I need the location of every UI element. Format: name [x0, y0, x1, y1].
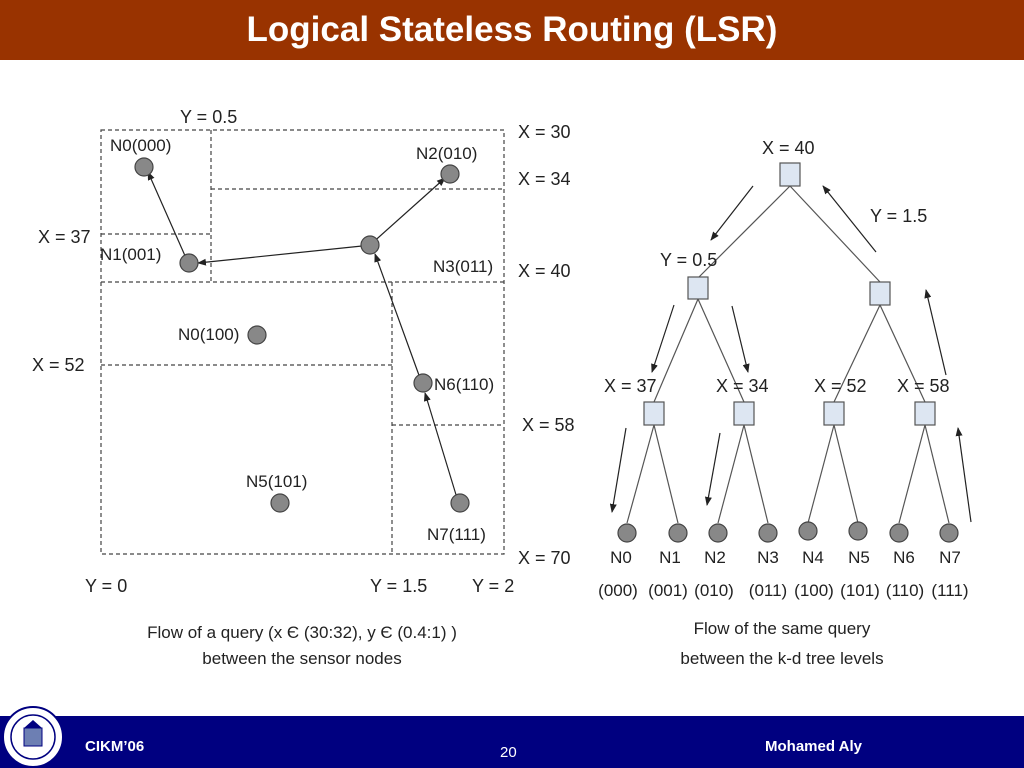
- label-y2: Y = 2: [472, 576, 515, 596]
- tree-l3-label-1: X = 37: [604, 376, 657, 396]
- leaf-name-7: N7: [939, 548, 961, 567]
- leaf-code-6: (110): [885, 581, 925, 600]
- arrow-n6-n3: [375, 254, 420, 378]
- leaf-name-5: N5: [848, 548, 870, 567]
- leaf-code-4: (100): [794, 581, 834, 600]
- label-x37: X = 37: [38, 227, 91, 247]
- leaf-code-7: (111): [931, 581, 969, 600]
- node-n6: [414, 374, 432, 392]
- left-caption-line2: between the sensor nodes: [202, 649, 402, 668]
- tree-l3-label-2: X = 34: [716, 376, 769, 396]
- label-n3: N3(011): [433, 257, 494, 276]
- leaf-code-2: (010): [694, 581, 734, 600]
- leaf-name-0: N0: [610, 548, 632, 567]
- tree-l3-label-4: X = 58: [897, 376, 950, 396]
- kd-tree-edges: [627, 186, 949, 523]
- tree-root: [780, 163, 800, 186]
- leaf-n1: [669, 524, 687, 542]
- arrow-n3-n1: [198, 246, 362, 263]
- footer-conference: CIKM’06: [85, 738, 145, 755]
- label-n7: N7(111): [427, 525, 486, 544]
- kd-tree-leaves: [618, 522, 958, 542]
- node-n7: [451, 494, 469, 512]
- label-x52: X = 52: [32, 355, 85, 375]
- right-caption-line2: between the k-d tree levels: [680, 649, 884, 668]
- node-n1: [180, 254, 198, 272]
- leaf-name-6: N6: [893, 548, 915, 567]
- leaf-n5: [849, 522, 867, 540]
- arrow-n7-n6: [425, 393, 457, 498]
- left-caption-line1: Flow of a query (x Є (30:32), y Є (0.4:1) ): [147, 623, 457, 642]
- leaf-name-2: N2: [704, 548, 726, 567]
- leaf-code-0: (000): [598, 581, 638, 600]
- leaf-code-5: (101): [840, 581, 880, 600]
- label-n0-top: N0(000): [110, 136, 172, 155]
- leaf-n0: [618, 524, 636, 542]
- label-n6: N6(110): [434, 375, 495, 394]
- leaf-n2: [709, 524, 727, 542]
- label-x40: X = 40: [518, 261, 571, 281]
- label-x34: X = 34: [518, 169, 571, 189]
- slide-title: Logical Stateless Routing (LSR): [246, 10, 778, 49]
- label-x58: X = 58: [522, 415, 575, 435]
- node-n3: [361, 236, 379, 254]
- leaf-code-1: (001): [648, 581, 688, 600]
- label-n0-mid: N0(100): [178, 325, 240, 344]
- node-n0-top: [135, 158, 153, 176]
- kd-tree-nodes: [644, 163, 935, 425]
- tree-l3-1: [644, 402, 664, 425]
- label-y0: Y = 0: [85, 576, 128, 596]
- tree-l3-4: [915, 402, 935, 425]
- footer-page-number: 20: [500, 744, 517, 761]
- leaf-n4: [799, 522, 817, 540]
- node-n5: [271, 494, 289, 512]
- tree-left: [688, 277, 708, 299]
- tree-l3-3: [824, 402, 844, 425]
- tree-right-label: Y = 1.5: [870, 206, 928, 226]
- tree-l3-2: [734, 402, 754, 425]
- tree-left-label: Y = 0.5: [660, 250, 718, 270]
- node-n0-mid: [248, 326, 266, 344]
- label-n5: N5(101): [246, 472, 308, 491]
- label-n2: N2(010): [416, 144, 478, 163]
- label-n1: N1(001): [100, 245, 162, 264]
- tree-root-label: X = 40: [762, 138, 815, 158]
- arrow-n3-n2: [370, 178, 445, 245]
- leaf-name-3: N3: [757, 548, 779, 567]
- leaf-n3: [759, 524, 777, 542]
- node-n2: [441, 165, 459, 183]
- label-y15: Y = 1.5: [370, 576, 428, 596]
- tree-right: [870, 282, 890, 305]
- leaf-n6: [890, 524, 908, 542]
- label-x30: X = 30: [518, 122, 571, 142]
- university-seal-icon: [0, 700, 66, 766]
- leaf-n7: [940, 524, 958, 542]
- label-x70: X = 70: [518, 548, 571, 568]
- right-caption-line1: Flow of the same query: [693, 619, 871, 638]
- leaf-name-1: N1: [659, 548, 681, 567]
- footer-author: Mohamed Aly: [765, 738, 862, 755]
- leaf-name-4: N4: [802, 548, 824, 567]
- tree-l3-label-3: X = 52: [814, 376, 867, 396]
- diagram: [0, 60, 1024, 710]
- label-y05: Y = 0.5: [180, 107, 238, 127]
- leaf-code-3: (011): [748, 581, 788, 600]
